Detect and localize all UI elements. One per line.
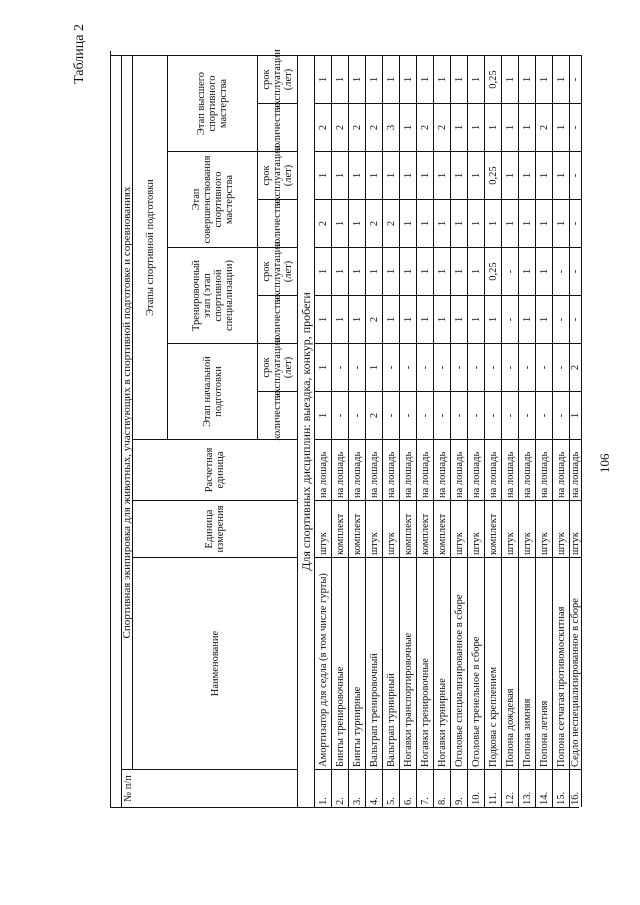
row-number: 1. <box>315 769 332 807</box>
row-number: 8. <box>434 769 451 807</box>
row-qty: 2 <box>536 103 553 151</box>
row-number: 12. <box>502 769 519 807</box>
row-qty: 1 <box>332 295 349 343</box>
row-term: - <box>349 343 366 391</box>
row-qty: - <box>536 391 553 439</box>
row-qty: - <box>570 103 582 151</box>
row-term: 1 <box>366 343 383 391</box>
row-term: 1 <box>400 247 417 295</box>
row-term: 1 <box>400 55 417 103</box>
row-calc-unit: на лошадь <box>536 439 553 500</box>
row-term: 1 <box>502 151 519 199</box>
header-stages-group: Этапы спортивной подготовки <box>133 55 168 439</box>
row-term: - <box>451 343 468 391</box>
row-unit: штук <box>383 500 400 557</box>
row-unit: штук <box>553 500 570 557</box>
header-qty: количество <box>258 103 298 151</box>
row-qty: 1 <box>383 295 400 343</box>
row-term: 1 <box>332 151 349 199</box>
row-term: - <box>570 151 582 199</box>
row-qty: - <box>485 391 502 439</box>
row-term: 1 <box>349 151 366 199</box>
row-term: 1 <box>434 55 451 103</box>
row-calc-unit: на лошадь <box>519 439 536 500</box>
row-qty: 1 <box>468 103 485 151</box>
row-name: Вальтрап турнирный <box>383 557 400 769</box>
row-qty: - <box>349 391 366 439</box>
row-qty: 1 <box>485 199 502 247</box>
row-unit: штук <box>536 500 553 557</box>
row-qty: 1 <box>502 103 519 151</box>
row-unit: комплект <box>400 500 417 557</box>
row-qty: 1 <box>519 103 536 151</box>
row-qty: - <box>451 391 468 439</box>
row-number: 11. <box>485 769 502 807</box>
row-qty: - <box>570 295 582 343</box>
row-term: 1 <box>536 247 553 295</box>
row-term: 1 <box>451 247 468 295</box>
row-term: 1 <box>332 247 349 295</box>
row-term: 1 <box>349 247 366 295</box>
row-calc-unit: на лошадь <box>434 439 451 500</box>
row-number: 13. <box>519 769 536 807</box>
row-qty: 1 <box>451 295 468 343</box>
row-qty: - <box>502 295 519 343</box>
row-qty: - <box>417 391 434 439</box>
row-term: - <box>434 343 451 391</box>
row-name: Вальтрап тренировочный <box>366 557 383 769</box>
row-qty: 1 <box>485 103 502 151</box>
row-term: 2 <box>570 343 582 391</box>
row-unit: штук <box>570 500 582 557</box>
row-number: 6. <box>400 769 417 807</box>
row-qty: 1 <box>332 199 349 247</box>
section-heading: Для спортивных дисциплин: выездка, конкур, пробеги <box>298 55 315 807</box>
row-calc-unit: на лошадь <box>366 439 383 500</box>
row-qty: 1 <box>434 295 451 343</box>
row-calc-unit: на лошадь <box>400 439 417 500</box>
row-name: Ногавки транспортировочные <box>400 557 417 769</box>
row-name: Седло неспециализированное в сборе <box>570 557 582 769</box>
row-name: Попона летняя <box>536 557 553 769</box>
row-qty: 1 <box>502 199 519 247</box>
row-term: - <box>502 247 519 295</box>
table-number: Таблица 2 <box>72 24 87 84</box>
row-term: - <box>332 343 349 391</box>
row-unit: штук <box>366 500 383 557</box>
row-unit: штук <box>315 500 332 557</box>
row-term: - <box>536 343 553 391</box>
row-term: - <box>400 343 417 391</box>
row-unit: штук <box>519 500 536 557</box>
row-calc-unit: на лошадь <box>502 439 519 500</box>
row-term: 1 <box>383 55 400 103</box>
row-calc-unit: на лошадь <box>468 439 485 500</box>
row-term: 1 <box>468 55 485 103</box>
header-term: срок эксплуатации (лет) <box>258 151 298 199</box>
row-qty: - <box>570 199 582 247</box>
row-qty: 1 <box>451 103 468 151</box>
row-name: Попона зимняя <box>519 557 536 769</box>
row-term: 1 <box>553 151 570 199</box>
row-qty: - <box>400 391 417 439</box>
row-term: 1 <box>434 151 451 199</box>
row-qty: 1 <box>536 295 553 343</box>
row-name: Амортизатор для седла (в том числе гурты) <box>315 557 332 769</box>
row-qty: 1 <box>400 103 417 151</box>
row-term: 1 <box>468 247 485 295</box>
row-qty: 1 <box>451 199 468 247</box>
row-term: - <box>468 343 485 391</box>
row-name: Оголовье специализированное в сборе <box>451 557 468 769</box>
row-term: 1 <box>315 151 332 199</box>
row-term: - <box>553 343 570 391</box>
row-term: 1 <box>315 55 332 103</box>
row-number: 5. <box>383 769 400 807</box>
row-term: 1 <box>417 247 434 295</box>
row-term: 1 <box>519 55 536 103</box>
row-term: 1 <box>536 55 553 103</box>
row-qty: 1 <box>417 295 434 343</box>
header-stage-3: Этап совершенствования спортивного мастерства <box>168 151 258 247</box>
header-qty: количество <box>258 391 298 439</box>
row-number: 2. <box>332 769 349 807</box>
row-number: 16. <box>570 769 582 807</box>
row-qty: - <box>383 391 400 439</box>
row-term: 1 <box>536 151 553 199</box>
row-term: 1 <box>519 247 536 295</box>
row-term: - <box>519 343 536 391</box>
row-term: 1 <box>451 55 468 103</box>
row-term: - <box>417 343 434 391</box>
row-unit: комплект <box>417 500 434 557</box>
row-qty: 1 <box>417 199 434 247</box>
row-qty: 2 <box>434 103 451 151</box>
row-term: 1 <box>366 151 383 199</box>
row-qty: 2 <box>366 199 383 247</box>
row-term: 1 <box>502 55 519 103</box>
row-qty: 1 <box>468 295 485 343</box>
row-qty: - <box>434 391 451 439</box>
row-qty: 1 <box>468 199 485 247</box>
row-term: 1 <box>417 55 434 103</box>
row-number: 10. <box>468 769 485 807</box>
row-name: Подкова с креплением <box>485 557 502 769</box>
row-term: 1 <box>366 247 383 295</box>
row-term: 1 <box>400 151 417 199</box>
row-qty: - <box>553 391 570 439</box>
row-term: 1 <box>434 247 451 295</box>
header-stage-2: Тренировочный этап (этап спортивной специализации) <box>168 247 258 343</box>
row-calc-unit: на лошадь <box>383 439 400 500</box>
row-qty: 2 <box>315 103 332 151</box>
row-term: 1 <box>451 151 468 199</box>
row-calc-unit: на лошадь <box>570 439 582 500</box>
header-qty: количество <box>258 295 298 343</box>
row-qty: 1 <box>349 199 366 247</box>
header-calc-unit: Расчетная единица <box>133 439 298 500</box>
row-qty: 1 <box>553 103 570 151</box>
row-term: 0,25 <box>485 151 502 199</box>
row-unit: штук <box>502 500 519 557</box>
row-calc-unit: на лошадь <box>553 439 570 500</box>
row-qty: - <box>332 391 349 439</box>
row-qty: 1 <box>434 199 451 247</box>
row-unit: комплект <box>332 500 349 557</box>
row-qty: 1 <box>315 295 332 343</box>
row-qty: 2 <box>315 199 332 247</box>
row-qty: 2 <box>417 103 434 151</box>
row-qty: 1 <box>519 295 536 343</box>
row-term: 0,25 <box>485 55 502 103</box>
header-stage-1: Этап начальной подготовки <box>168 343 258 439</box>
row-calc-unit: на лошадь <box>485 439 502 500</box>
row-name: Попона сетчатая противомоскитная <box>553 557 570 769</box>
row-name: Ногавки турнирные <box>434 557 451 769</box>
row-qty: 1 <box>485 295 502 343</box>
row-term: 1 <box>383 151 400 199</box>
row-name: Попона дождевая <box>502 557 519 769</box>
page-number: 106 <box>597 453 612 473</box>
row-term: 1 <box>468 151 485 199</box>
row-unit: комплект <box>434 500 451 557</box>
header-stage-4: Этап высшего спортивного мастерства <box>168 55 258 151</box>
table-title: Спортивная экипировка для животных, участвующих в спортивной подготовке и соревнованиях <box>122 55 133 769</box>
row-term: - <box>502 343 519 391</box>
row-term: 1 <box>315 247 332 295</box>
row-qty: - <box>519 391 536 439</box>
row-term: - <box>383 343 400 391</box>
row-calc-unit: на лошадь <box>332 439 349 500</box>
row-term: 1 <box>315 343 332 391</box>
row-qty: 2 <box>366 103 383 151</box>
row-number: 3. <box>349 769 366 807</box>
row-term: - <box>553 247 570 295</box>
row-qty: 1 <box>553 199 570 247</box>
row-calc-unit: на лошадь <box>315 439 332 500</box>
equipment-table <box>110 51 579 808</box>
row-qty: 1 <box>536 199 553 247</box>
row-name: Бинты турнирные <box>349 557 366 769</box>
row-qty: 1 <box>315 391 332 439</box>
row-term: 1 <box>332 55 349 103</box>
row-unit: комплект <box>485 500 502 557</box>
row-term: 1 <box>553 55 570 103</box>
row-qty: 2 <box>383 199 400 247</box>
row-qty: 1 <box>400 295 417 343</box>
row-term: - <box>570 247 582 295</box>
header-num: № п/п <box>122 769 298 807</box>
header-term: срок эксплуатации (лет) <box>258 247 298 295</box>
row-number: 9. <box>451 769 468 807</box>
row-name: Ногавки тренировочные <box>417 557 434 769</box>
row-qty: 2 <box>332 103 349 151</box>
header-term: срок эксплуатации (лет) <box>258 343 298 391</box>
row-number: 14. <box>536 769 553 807</box>
header-name: Наименование <box>133 557 298 769</box>
row-qty: - <box>502 391 519 439</box>
row-calc-unit: на лошадь <box>451 439 468 500</box>
row-term: - <box>570 55 582 103</box>
row-calc-unit: на лошадь <box>417 439 434 500</box>
row-name: Оголовье тренельное в сборе <box>468 557 485 769</box>
row-unit: комплект <box>349 500 366 557</box>
row-term: 1 <box>366 55 383 103</box>
row-qty: 1 <box>519 199 536 247</box>
row-name: Бинты тренировочные <box>332 557 349 769</box>
header-qty: количество <box>258 199 298 247</box>
row-qty: - <box>553 295 570 343</box>
row-term: 1 <box>519 151 536 199</box>
row-qty: 1 <box>400 199 417 247</box>
row-qty: 3 <box>383 103 400 151</box>
row-qty: 1 <box>570 391 582 439</box>
row-term: 1 <box>417 151 434 199</box>
row-qty: 1 <box>349 295 366 343</box>
row-calc-unit: на лошадь <box>349 439 366 500</box>
row-qty: 2 <box>349 103 366 151</box>
row-unit: штук <box>468 500 485 557</box>
row-term: 1 <box>383 247 400 295</box>
row-number: 4. <box>366 769 383 807</box>
row-term: 1 <box>349 55 366 103</box>
row-term: - <box>485 343 502 391</box>
row-number: 7. <box>417 769 434 807</box>
row-qty: 2 <box>366 391 383 439</box>
header-unit: Единица измерения <box>133 500 298 557</box>
row-number: 15. <box>553 769 570 807</box>
row-unit: штук <box>451 500 468 557</box>
header-term: срок эксплуатации (лет) <box>258 55 298 103</box>
row-term: 0,25 <box>485 247 502 295</box>
row-qty: - <box>468 391 485 439</box>
row-qty: 2 <box>366 295 383 343</box>
